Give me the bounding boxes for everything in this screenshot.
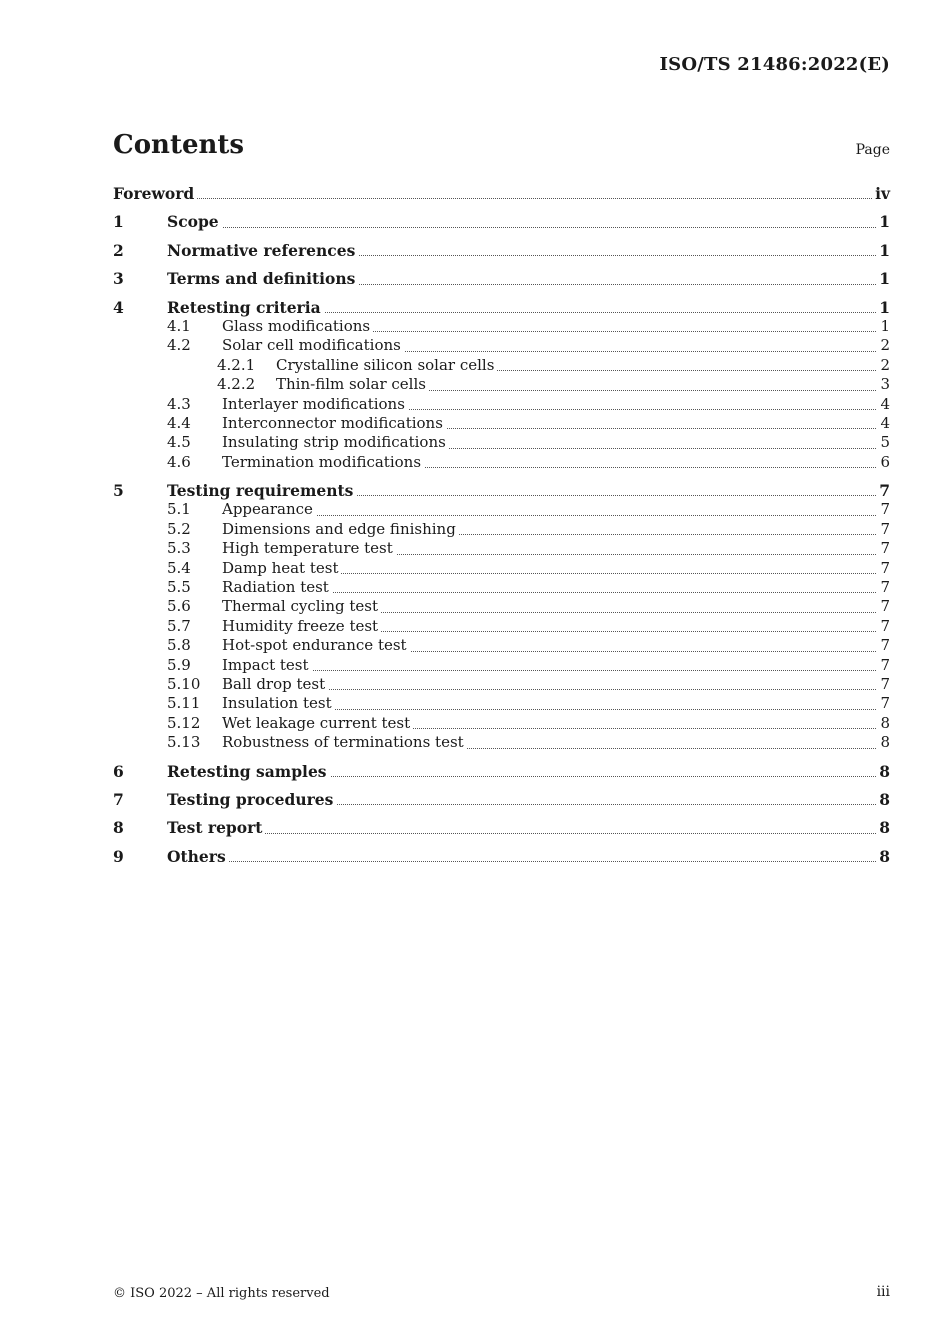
toc-entry-title[interactable]: Normative references xyxy=(167,241,358,260)
toc-entry-number: 7 xyxy=(113,789,124,809)
toc-entry-page: 1 xyxy=(876,212,890,231)
toc-entry-page: 7 xyxy=(877,636,890,655)
toc-entry-number: 5.6 xyxy=(167,597,191,616)
table-of-contents xyxy=(113,184,890,866)
toc-entry[interactable] xyxy=(113,597,890,616)
toc-entry-number: 4.6 xyxy=(167,452,191,471)
toc-entry[interactable] xyxy=(113,636,890,655)
toc-entry-page: 7 xyxy=(876,481,890,500)
toc-entry-number: 5.9 xyxy=(167,655,191,674)
toc-entry-page: 7 xyxy=(877,578,890,597)
toc-entry-title[interactable]: Scope xyxy=(167,212,222,231)
toc-entry-page: 2 xyxy=(877,336,890,355)
toc-entry-number: 4.5 xyxy=(167,433,191,452)
toc-entry-number: 1 xyxy=(113,212,124,232)
toc-entry[interactable] xyxy=(113,617,890,636)
toc-entry[interactable] xyxy=(113,414,890,433)
toc-entry-number: 6 xyxy=(113,761,124,781)
toc-entry-title[interactable]: Impact test xyxy=(222,656,312,675)
toc-entry-number: 5.13 xyxy=(167,733,201,752)
toc-entry[interactable] xyxy=(113,500,890,519)
toc-entry-title[interactable]: Thin-film solar cells xyxy=(276,375,429,394)
toc-entry-page: 1 xyxy=(876,241,890,260)
toc-entry-page: 8 xyxy=(876,762,890,781)
dot-leader xyxy=(167,833,876,834)
toc-entry-page: 7 xyxy=(877,500,890,519)
toc-entry-number: 5.3 xyxy=(167,539,191,558)
toc-entry-number: 2 xyxy=(113,240,124,260)
toc-entry-number: 5.12 xyxy=(167,713,201,732)
toc-entry-page: 7 xyxy=(877,597,890,616)
toc-entry-page: 1 xyxy=(876,298,890,317)
toc-entry-number: 4.2.2 xyxy=(217,375,256,394)
page-number: iii xyxy=(876,1284,890,1300)
toc-entry-title[interactable]: Robustness of terminations test xyxy=(222,733,467,752)
toc-entry-number: 5.7 xyxy=(167,616,191,635)
toc-entry-number: 4.4 xyxy=(167,413,191,432)
toc-entry[interactable] xyxy=(113,212,890,231)
toc-entry-number: 5.4 xyxy=(167,558,191,577)
dot-leader xyxy=(113,198,876,199)
toc-entry[interactable] xyxy=(113,694,890,713)
toc-entry-page: 8 xyxy=(876,847,890,866)
toc-entry-title[interactable]: Radiation test xyxy=(222,578,332,597)
toc-entry-page: 8 xyxy=(877,714,890,733)
toc-entry[interactable] xyxy=(113,184,890,203)
toc-entry[interactable] xyxy=(113,481,890,500)
toc-entry-number: 3 xyxy=(113,269,124,289)
toc-entry[interactable] xyxy=(113,298,890,317)
toc-entry[interactable] xyxy=(113,433,890,452)
page-column-label: Page xyxy=(855,142,890,158)
toc-entry-number: 5.11 xyxy=(167,694,201,713)
toc-entry-page: 2 xyxy=(877,356,890,375)
toc-entry[interactable] xyxy=(113,675,890,694)
toc-entry-page: 8 xyxy=(876,790,890,809)
page-title: Contents xyxy=(113,130,245,160)
toc-entry[interactable] xyxy=(113,847,890,866)
toc-entry[interactable] xyxy=(113,395,890,414)
toc-entry-page: 4 xyxy=(877,414,890,433)
toc-entry-page: 7 xyxy=(877,520,890,539)
toc-entry-title[interactable]: Dimensions and edge finishing xyxy=(222,520,459,539)
toc-entry-number: 5 xyxy=(113,481,124,501)
toc-entry-number: 9 xyxy=(113,846,124,866)
dot-leader xyxy=(222,515,876,516)
toc-entry[interactable] xyxy=(113,790,890,809)
toc-entry-number: 4.1 xyxy=(167,316,191,335)
toc-entry-title[interactable]: Solar cell modifications xyxy=(222,336,404,355)
toc-entry-title[interactable]: Damp heat test xyxy=(222,559,341,578)
toc-entry[interactable] xyxy=(113,733,890,752)
toc-entry-title[interactable]: Interconnector modifications xyxy=(222,414,446,433)
toc-entry-title[interactable]: Insulating strip modifications xyxy=(222,433,449,452)
toc-entry-number: 8 xyxy=(113,818,124,838)
toc-entry[interactable] xyxy=(113,559,890,578)
toc-entry-page: 5 xyxy=(877,433,890,452)
toc-entry-page: 6 xyxy=(877,453,890,472)
toc-entry-title[interactable]: Test report xyxy=(167,818,265,837)
dot-leader xyxy=(167,861,876,862)
toc-entry[interactable] xyxy=(113,762,890,781)
toc-entry-page: 8 xyxy=(877,733,890,752)
toc-entry-title[interactable]: Testing procedures xyxy=(167,790,336,809)
toc-entry[interactable] xyxy=(113,714,890,733)
toc-entry-page: 7 xyxy=(877,694,890,713)
toc-entry-title[interactable]: Thermal cycling test xyxy=(222,597,381,616)
toc-entry-page: 1 xyxy=(877,317,890,336)
toc-entry-number: 4.3 xyxy=(167,394,191,413)
toc-entry-page: 1 xyxy=(876,269,890,288)
copyright-footer: © ISO 2022 – All rights reserved xyxy=(113,1286,330,1301)
toc-entry[interactable] xyxy=(113,818,890,837)
toc-entry[interactable] xyxy=(113,539,890,558)
toc-entry-title[interactable]: Humidity freeze test xyxy=(222,617,381,636)
toc-entry[interactable] xyxy=(113,656,890,675)
toc-entry-number: 5.5 xyxy=(167,578,191,597)
toc-entry-number: 4.2 xyxy=(167,336,191,355)
toc-entry-page: 7 xyxy=(877,539,890,558)
toc-entry-page: 3 xyxy=(877,375,890,394)
toc-entry[interactable] xyxy=(113,356,890,375)
toc-entry[interactable] xyxy=(113,336,890,355)
toc-entry-number: 5.10 xyxy=(167,674,201,693)
toc-entry-number: 5.1 xyxy=(167,500,191,519)
toc-entry[interactable] xyxy=(113,520,890,539)
toc-entry-page: 7 xyxy=(877,675,890,694)
toc-entry[interactable] xyxy=(113,375,890,394)
toc-entry-number: 5.8 xyxy=(167,636,191,655)
toc-entry-title[interactable]: Ball drop test xyxy=(222,675,328,694)
toc-entry-title[interactable]: High temperature test xyxy=(222,539,396,558)
toc-entry-page: 7 xyxy=(877,656,890,675)
toc-entry-number: 4.2.1 xyxy=(217,355,256,374)
toc-entry-title[interactable]: Terms and definitions xyxy=(167,269,358,288)
toc-entry-title[interactable]: Testing requirements xyxy=(167,481,356,500)
toc-entry-title[interactable]: Wet leakage current test xyxy=(222,714,413,733)
toc-entry-number: 5.2 xyxy=(167,519,191,538)
toc-entry[interactable] xyxy=(113,317,890,336)
document-id: ISO/TS 21486:2022(E) xyxy=(659,54,890,75)
toc-entry-page: 7 xyxy=(877,559,890,578)
toc-entry-number: 4 xyxy=(113,297,124,317)
toc-entry-page: 4 xyxy=(877,395,890,414)
toc-entry-title[interactable]: Others xyxy=(167,847,229,866)
toc-entry-title[interactable]: Interlayer modifications xyxy=(222,395,408,414)
toc-entry-title[interactable]: Insulation test xyxy=(222,694,335,713)
dot-leader xyxy=(167,227,876,228)
toc-entry-title[interactable]: Retesting samples xyxy=(167,762,330,781)
toc-entry-title[interactable]: Glass modifications xyxy=(222,317,373,336)
toc-entry-title[interactable]: Hot-spot endurance test xyxy=(222,636,410,655)
toc-entry[interactable] xyxy=(113,241,890,260)
dot-leader xyxy=(222,670,876,671)
toc-entry-title[interactable]: Termination modifications xyxy=(222,453,424,472)
toc-entry-title[interactable]: Crystalline silicon solar cells xyxy=(276,356,497,375)
toc-entry-page: iv xyxy=(872,184,890,203)
toc-entry[interactable] xyxy=(113,269,890,288)
toc-entry[interactable] xyxy=(113,453,890,472)
toc-entry-title[interactable]: Retesting criteria xyxy=(167,298,324,317)
toc-entry-page: 7 xyxy=(877,617,890,636)
toc-entry-title[interactable]: Foreword xyxy=(113,184,197,203)
toc-entry-title[interactable]: Appearance xyxy=(222,500,316,519)
toc-entry[interactable] xyxy=(113,578,890,597)
toc-entry-page: 8 xyxy=(876,818,890,837)
